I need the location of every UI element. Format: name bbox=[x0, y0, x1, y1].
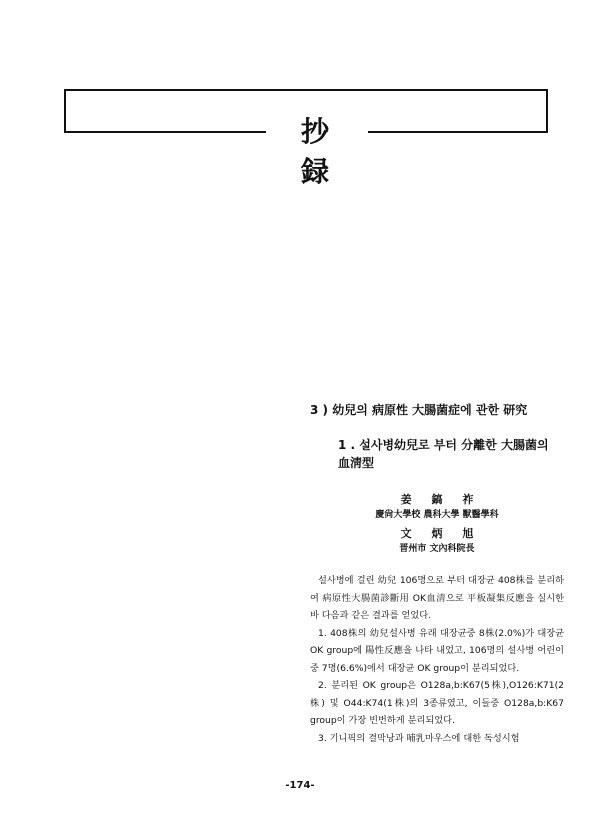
author-affiliation: 慶尙大學校 農科大學 獸醫學科 bbox=[375, 510, 499, 520]
header-rule-left bbox=[64, 131, 266, 133]
result-item-1: 1. 408株의 幼兒설사병 유래 대장균중 8株(2.0%)가 대장균 OK group에 陽性反應을 나타 내었고, 106명의 설사병 어린이중 7명(6.6%)에서 대장균 OK group이 분리되었다. bbox=[310, 627, 564, 674]
article-subheading: 1 . 설사병幼兒로 부터 分離한 大腸菌의 血淸型 bbox=[338, 438, 549, 470]
author-affiliation: 晋州市 文內科院長 bbox=[399, 544, 475, 554]
page-number: -174- bbox=[285, 780, 315, 791]
header-rule-right bbox=[368, 131, 548, 133]
author-name: 姜 鎬 祚 bbox=[400, 493, 482, 506]
result-item-3: 3. 기니픽의 결막낭과 哺乳마우스에 대한 독성시험 bbox=[318, 732, 520, 744]
article-heading: 3 ) 幼兒의 病原性 大腸菌症에 관한 研究 bbox=[310, 403, 528, 417]
abstract-paragraph: 설사병에 걸린 幼兒 106명으로 부터 대장균 408株를 분리하여 病原性大腸菌診斷用 OK血淸으로 平板凝集反應을 실시한 바 다음과 같은 결과를 얻었다. bbox=[310, 575, 564, 621]
section-title: 抄 録 bbox=[300, 115, 347, 188]
result-item-2: 2. 분리된 OK group은 O128a,b:K67(5株),O126:K71(2株) 및 O44:K74(1株)의 3종류였고, 이들중 O128a,b:K67 group이 가장 빈번하게 분리되었다. bbox=[310, 680, 564, 726]
author-name: 文 炳 旭 bbox=[400, 527, 482, 540]
article bbox=[310, 402, 564, 747]
